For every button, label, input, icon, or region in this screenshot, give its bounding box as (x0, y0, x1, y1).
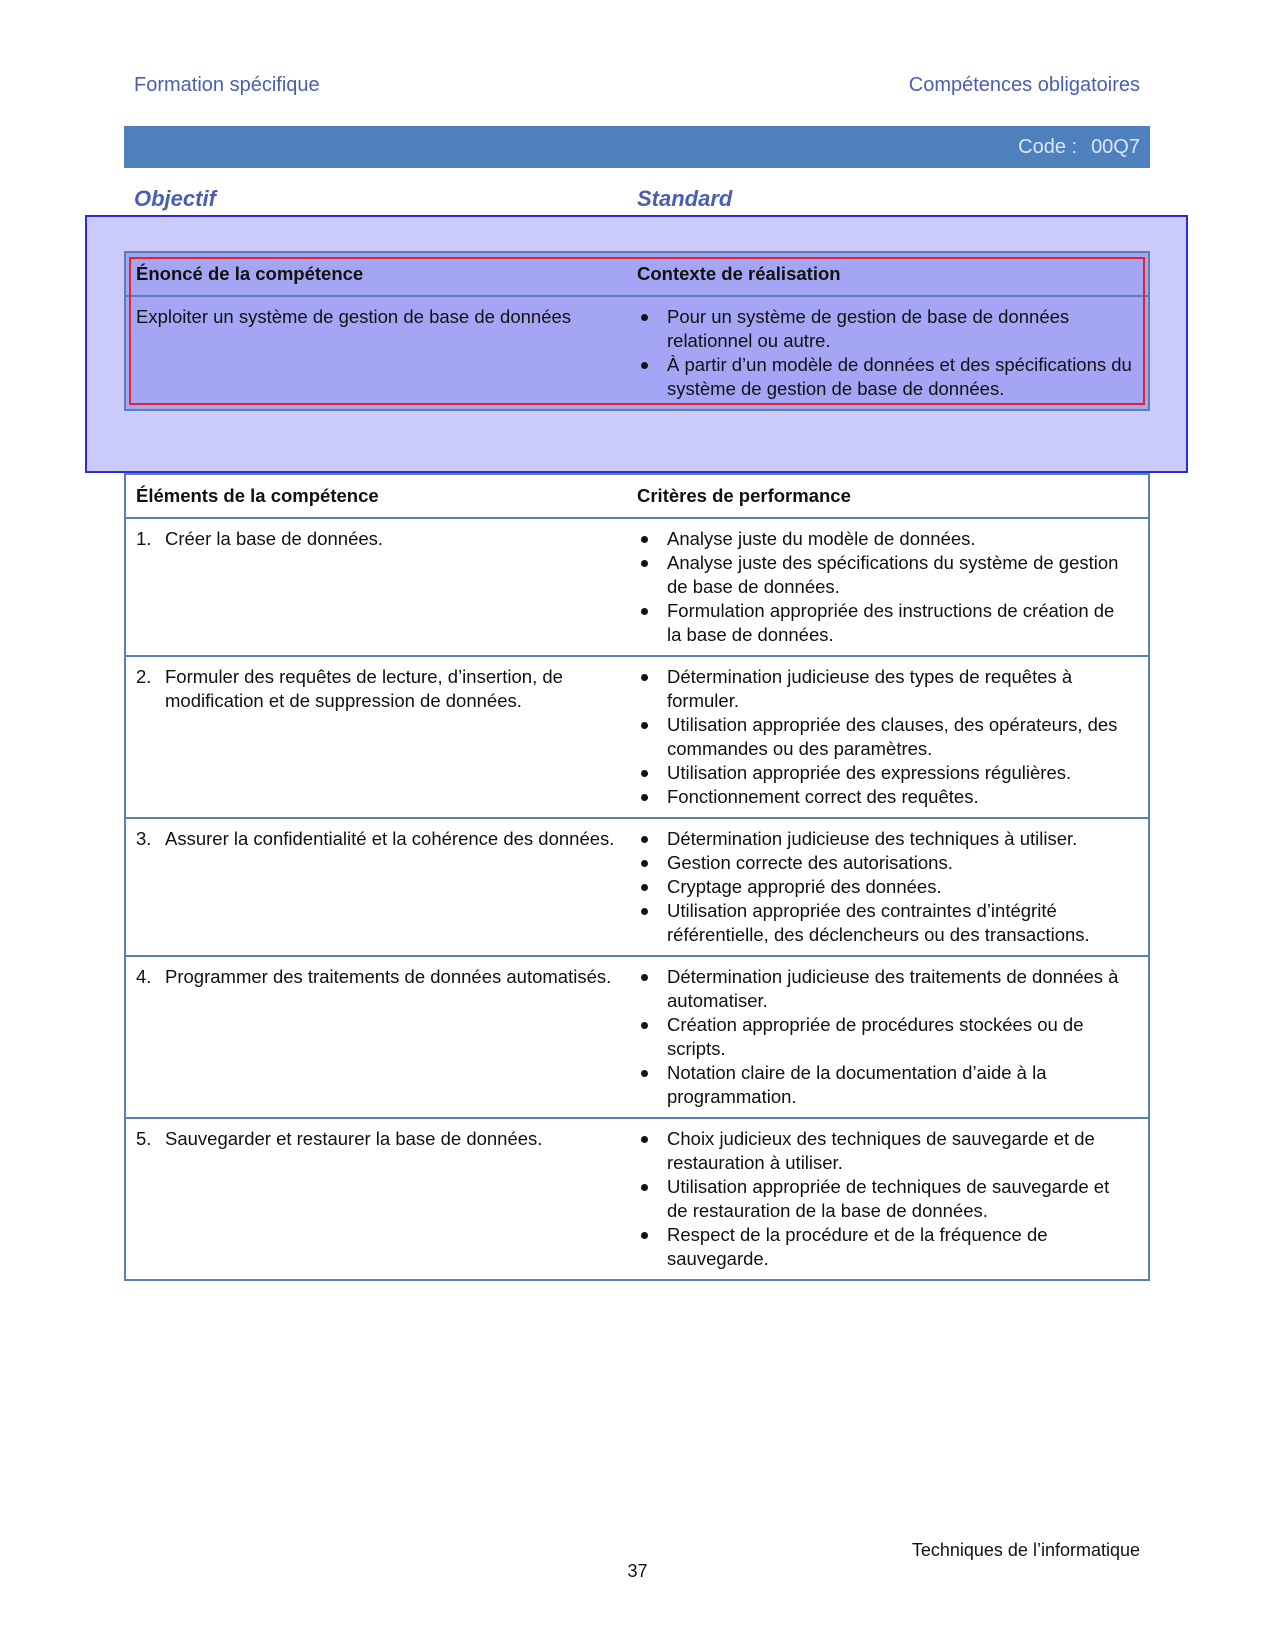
enonce-header-right: Contexte de réalisation (637, 263, 841, 284)
element-row (126, 519, 1148, 657)
element-row (126, 819, 1148, 957)
critere-item: Formulation appropriée des instructions de création de la base de données. (637, 599, 1132, 647)
criteres-cell (631, 957, 1148, 1117)
critere-item: Utilisation appropriée des expressions régulières. (637, 761, 1132, 785)
contexte-list (637, 305, 1132, 401)
criteres-list (637, 527, 1132, 647)
critere-item: Détermination judicieuse des traitements de données à automatiser. (637, 965, 1132, 1013)
criteres-cell (631, 1119, 1148, 1279)
code-label: Code : (1018, 135, 1078, 158)
element-cell (126, 657, 631, 817)
enonce-body-row (126, 297, 1148, 409)
critere-item: Gestion correcte des autorisations. (637, 851, 1132, 875)
critere-item: Fonctionnement correct des requêtes. (637, 785, 1132, 809)
enonce-header-row (126, 253, 1148, 297)
objectif-title: Objectif (134, 186, 216, 211)
criteres-list (637, 665, 1132, 809)
page-header (134, 74, 1140, 96)
critere-item: Analyse juste du modèle de données. (637, 527, 1132, 551)
element-row (126, 657, 1148, 819)
critere-item: Choix judicieux des techniques de sauvegarde et de restauration à utiliser. (637, 1127, 1132, 1175)
element-number: 3. (136, 828, 152, 849)
element-number: 2. (136, 666, 152, 687)
critere-item: Notation claire de la documentation d’aide à la programmation. (637, 1061, 1132, 1109)
element-text: Assurer la confidentialité et la cohérence des données. (165, 828, 615, 849)
contexte-list-cell (631, 297, 1148, 409)
competence-statement: Exploiter un système de gestion de base de données (136, 306, 572, 327)
critere-item: Détermination judicieuse des types de requêtes à formuler. (637, 665, 1132, 713)
page-number: 37 (627, 1561, 648, 1581)
element-number: 1. (136, 528, 152, 549)
standard-title: Standard (637, 186, 733, 211)
criteres-list (637, 827, 1132, 947)
code-bar (124, 126, 1150, 168)
element-text: Programmer des traitements de données automatisés. (165, 966, 612, 987)
elements-table (124, 473, 1150, 1281)
section-titles (134, 186, 1134, 214)
critere-item: Analyse juste des spécifications du système de gestion de base de données. (637, 551, 1132, 599)
element-text: Formuler des requêtes de lecture, d’insertion, de modification et de suppression de données. (165, 666, 563, 711)
element-cell (126, 819, 631, 955)
critere-item: Utilisation appropriée des contraintes d’intégrité référentielle, des déclencheurs ou des transactions. (637, 899, 1132, 947)
critere-item: Utilisation appropriée des clauses, des opérateurs, des commandes ou des paramètres. (637, 713, 1132, 761)
element-cell (126, 1119, 631, 1279)
criteres-list (637, 965, 1132, 1109)
header-right-text: Compétences obligatoires (908, 73, 1140, 96)
element-number: 4. (136, 966, 152, 987)
element-text: Sauvegarder et restaurer la base de données. (165, 1128, 543, 1149)
element-number: 5. (136, 1128, 152, 1149)
element-row (126, 1119, 1148, 1279)
elements-header-row (126, 475, 1148, 519)
critere-item: Utilisation appropriée de techniques de sauvegarde et de restauration de la base de données. (637, 1175, 1132, 1223)
criteres-cell (631, 657, 1148, 817)
element-row (126, 957, 1148, 1119)
elements-header-left: Éléments de la compétence (136, 485, 379, 506)
element-cell (126, 519, 631, 655)
critere-item: Détermination judicieuse des techniques à utiliser. (637, 827, 1132, 851)
code-value: 00Q7 (1091, 135, 1140, 158)
element-text: Créer la base de données. (165, 528, 384, 549)
critere-item: Cryptage approprié des données. (637, 875, 1132, 899)
footer-program: Techniques de l’informatique (911, 1540, 1140, 1560)
enonce-table (124, 251, 1150, 411)
criteres-cell (631, 519, 1148, 655)
enonce-header-left: Énoncé de la compétence (136, 263, 364, 284)
criteres-list (637, 1127, 1132, 1271)
criteres-cell (631, 819, 1148, 955)
elements-header-right: Critères de performance (637, 485, 851, 506)
critere-item: Création appropriée de procédures stockées ou de scripts. (637, 1013, 1132, 1061)
header-left-text: Formation spécifique (134, 73, 320, 96)
critere-item: Respect de la procédure et de la fréquence de sauvegarde. (637, 1223, 1132, 1271)
contexte-item: Pour un système de gestion de base de données relationnel ou autre. (637, 305, 1132, 353)
contexte-item: À partir d’un modèle de données et des spécifications du système de gestion de base de données. (637, 353, 1132, 401)
element-cell (126, 957, 631, 1117)
